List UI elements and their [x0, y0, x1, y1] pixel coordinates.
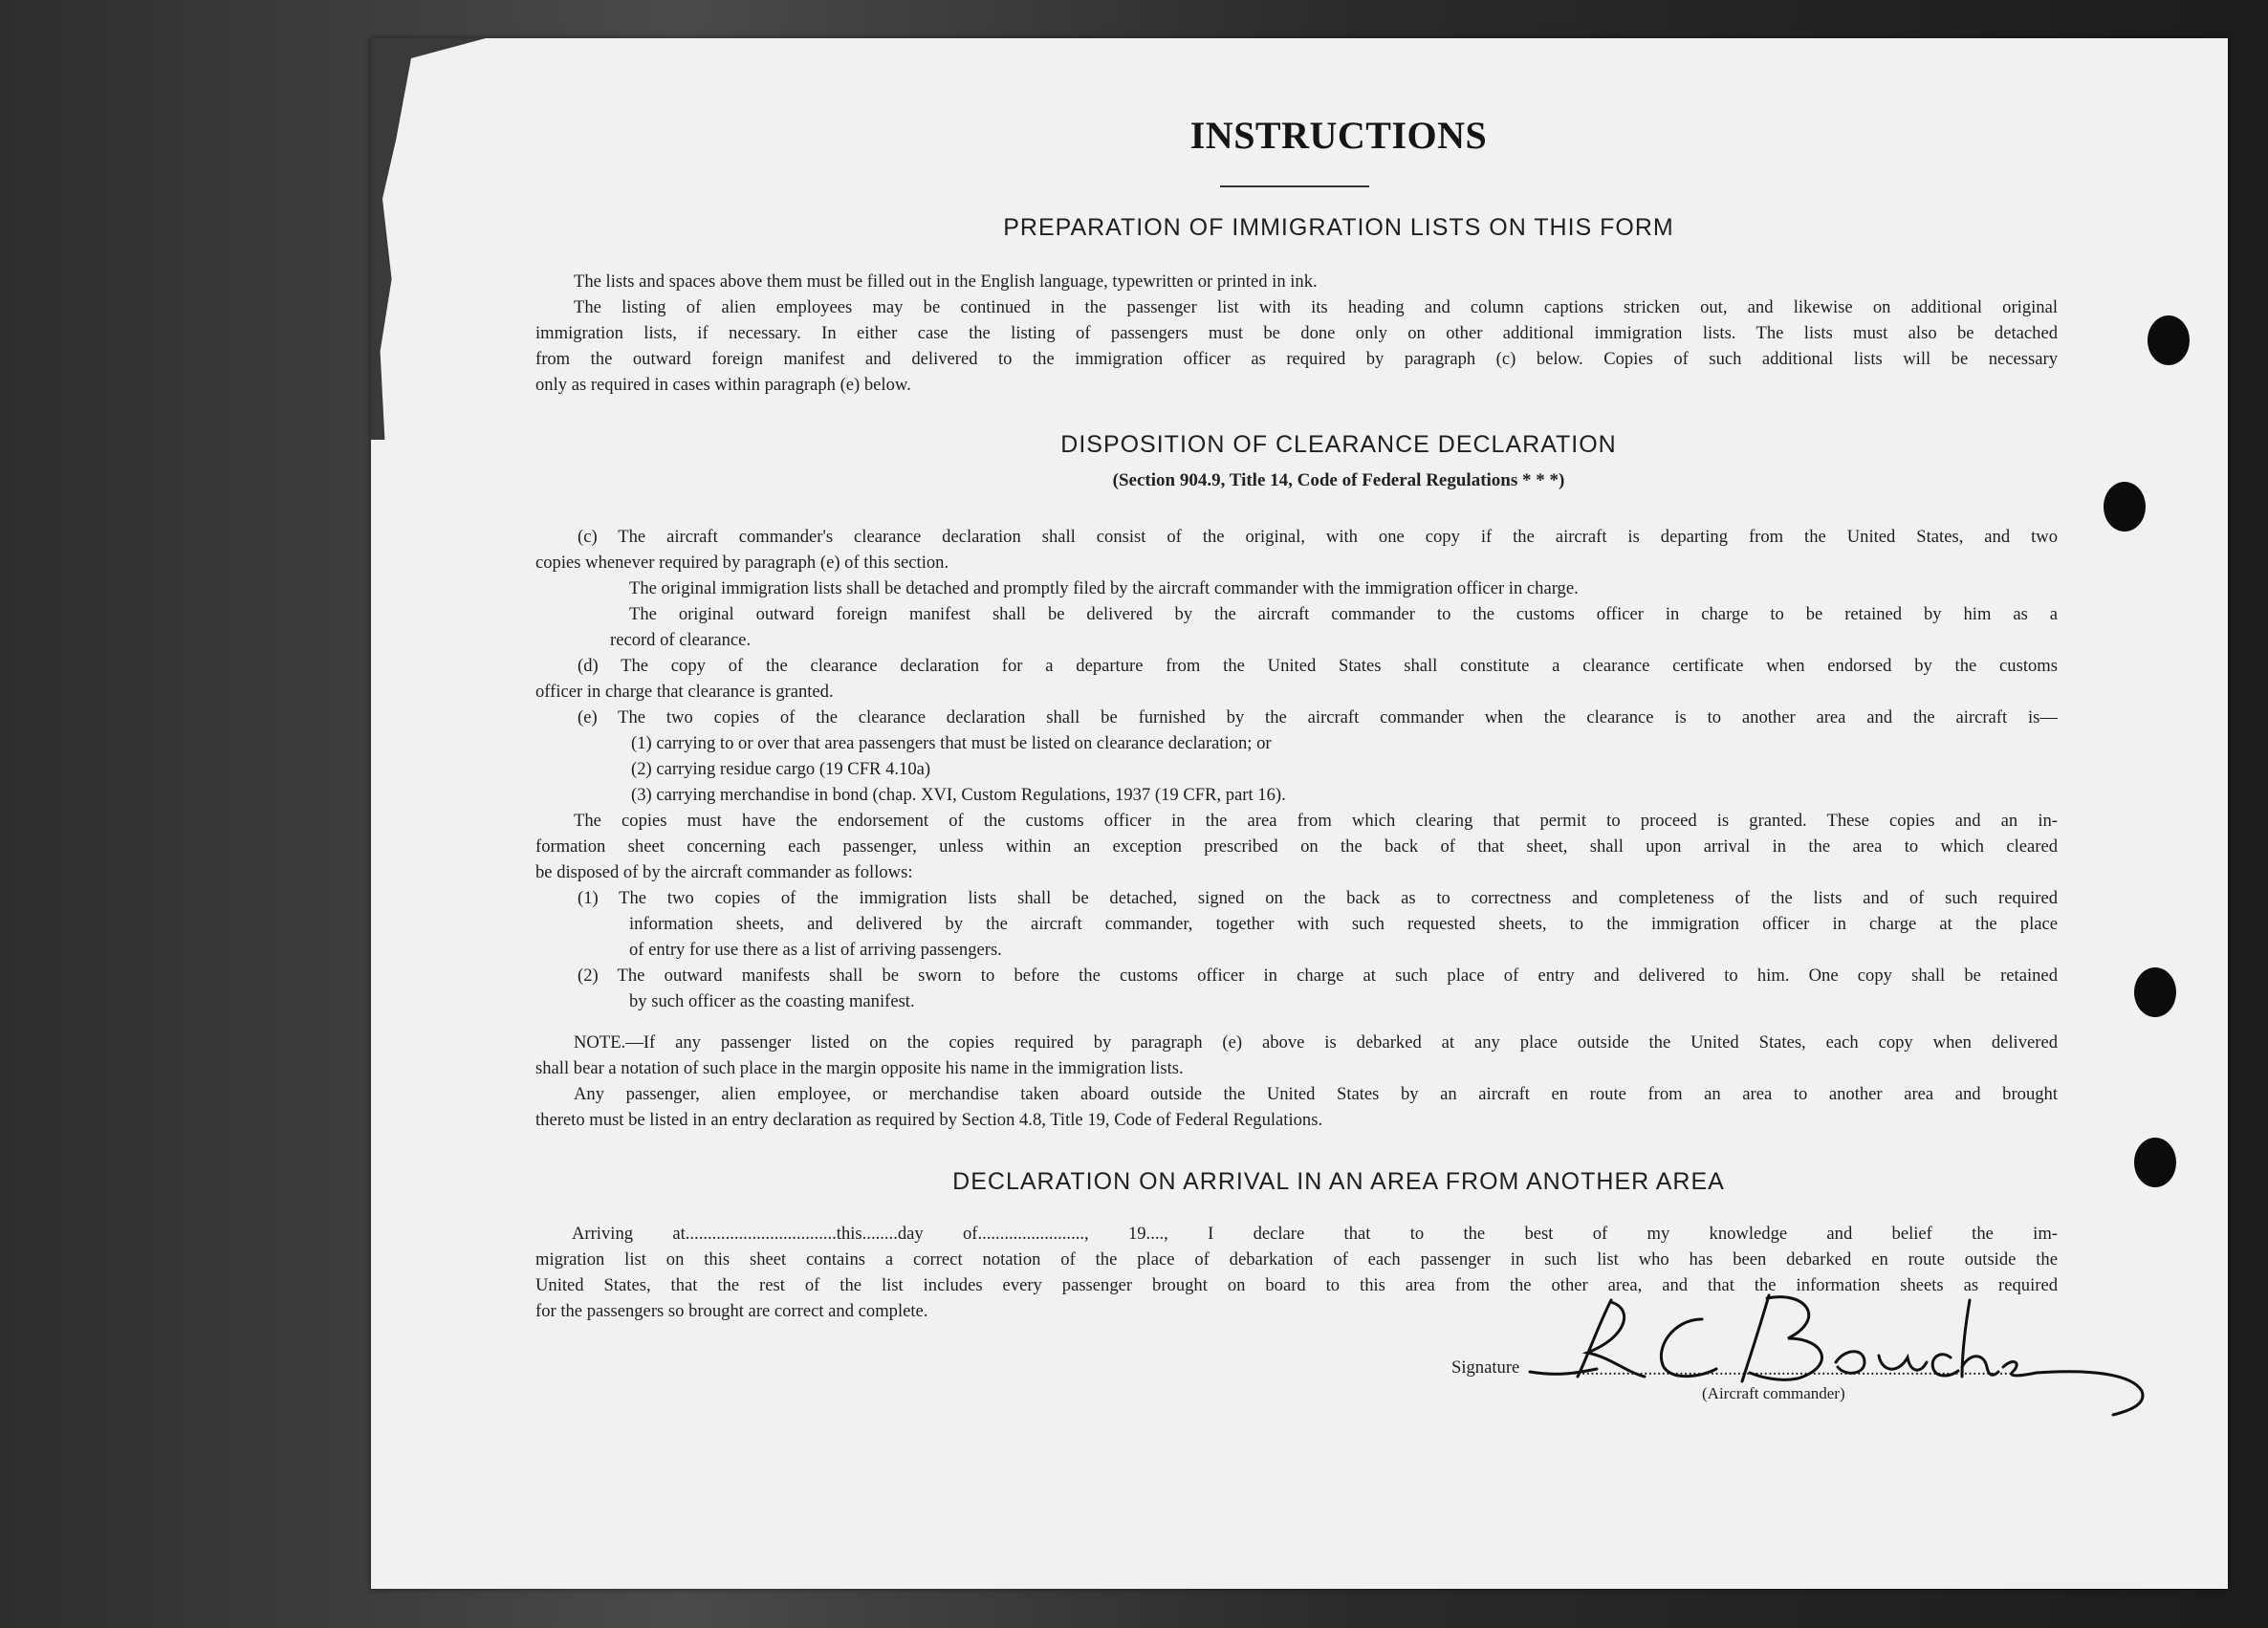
- text-line: (1) carrying to or over that area passengers that must be listed on clearance declaration; or: [631, 733, 1272, 753]
- text-line: The original immigration lists shall be detached and promptly filed by the aircraft commander with the immigration officer in charge.: [629, 578, 1579, 598]
- text-line: (c) The aircraft commander's clearance declaration shall consist of the original, with one copy if the aircraft is departing from the United States, and two: [578, 527, 2058, 547]
- punch-hole: [2134, 967, 2176, 1017]
- signature-line: ..........................................................................................................: [1541, 1359, 2013, 1379]
- text-line: of entry for use there as a list of arriving passengers.: [629, 940, 1002, 960]
- text-line: (3) carrying merchandise in bond (chap. XVI, Custom Regulations, 1937 (19 CFR, part 16).: [631, 785, 1286, 805]
- text-line: NOTE.—If any passenger listed on the copies required by paragraph (e) above is debarked at any place outside the United States, each copy when delivered: [574, 1032, 2058, 1053]
- text-line: from the outward foreign manifest and delivered to the immigration officer as required by paragraph (c) below. Copies of such additional lists will be necessary: [535, 349, 2058, 369]
- section-citation: (Section 904.9, Title 14, Code of Federal Regulations * * *): [1112, 470, 1565, 490]
- text-line: The lists and spaces above them must be filled out in the English language, typewritten or printed in ink.: [574, 271, 1318, 292]
- text-line: formation sheet concerning each passenger, unless within an exception prescribed on the back of that sheet, shall upon arrival in the area to which cleared: [535, 836, 2058, 857]
- title-divider: [1220, 185, 1369, 187]
- text-line: only as required in cases within paragraph (e) below.: [535, 375, 911, 395]
- page-title: INSTRUCTIONS: [1189, 114, 1488, 157]
- section-heading-declaration: DECLARATION ON ARRIVAL IN AN AREA FROM ANOTHER AREA: [952, 1168, 1725, 1195]
- text-line: The copies must have the endorsement of the customs officer in the area from which clearing that permit to proceed is granted. These copies and an in-: [574, 811, 2058, 831]
- text-line: Any passenger, alien employee, or merchandise taken aboard outside the United States by an aircraft en route from an area to another area and brought: [574, 1084, 2058, 1104]
- signature-label: Signature: [1451, 1357, 1520, 1378]
- text-line: (d) The copy of the clearance declaration for a departure from the United States shall constitute a clearance certificate when endorsed by the customs: [578, 656, 2058, 676]
- text-line: thereto must be listed in an entry declaration as required by Section 4.8, Title 19, Code of Federal Regulations.: [535, 1110, 1323, 1130]
- punch-hole: [2104, 482, 2146, 532]
- signature-caption: (Aircraft commander): [1702, 1384, 1845, 1402]
- text-line: (1) The two copies of the immigration lists shall be detached, signed on the back as to correctness and completeness of the lists and of such required: [578, 888, 2058, 908]
- text-line: officer in charge that clearance is granted.: [535, 682, 834, 702]
- text-line: (2) carrying residue cargo (19 CFR 4.10a): [631, 759, 931, 779]
- text-line: migration list on this sheet contains a correct notation of the place of debarkation of each passenger in such list who has been debarked en route outside the: [535, 1249, 2058, 1270]
- text-line: immigration lists, if necessary. In either case the listing of passengers must be done only on other additional immigration lists. The lists must also be detached: [535, 323, 2058, 343]
- text-line: for the passengers so brought are correct and complete.: [535, 1301, 928, 1321]
- handwritten-signature: [1520, 1281, 2151, 1424]
- text-line: be disposed of by the aircraft commander as follows:: [535, 862, 913, 882]
- text-line: record of clearance.: [610, 630, 752, 650]
- section-heading-disposition: DISPOSITION OF CLEARANCE DECLARATION: [1060, 431, 1617, 458]
- text-line: The listing of alien employees may be continued in the passenger list with its heading and column captions stricken out, and likewise on additional original: [574, 297, 2058, 317]
- text-line: copies whenever required by paragraph (e) of this section.: [535, 553, 949, 573]
- punch-hole: [2134, 1138, 2176, 1187]
- section-heading-preparation: PREPARATION OF IMMIGRATION LISTS ON THIS FORM: [1003, 214, 1674, 241]
- text-line: (e) The two copies of the clearance declaration shall be furnished by the aircraft commander when the clearance is to another area and the aircraft is—: [578, 707, 2058, 727]
- text-line: The original outward foreign manifest shall be delivered by the aircraft commander to the customs officer in charge to be retained by him as a: [629, 604, 2058, 624]
- text-line: United States, that the rest of the list includes every passenger brought on board to this area from the other area, and that the information sheets as required: [535, 1275, 2058, 1295]
- punch-hole: [2148, 315, 2190, 365]
- text-line: (2) The outward manifests shall be sworn to before the customs officer in charge at such place of entry and delivered to him. One copy shall be retained: [578, 966, 2058, 986]
- text-line: shall bear a notation of such place in the margin opposite his name in the immigration lists.: [535, 1058, 1184, 1078]
- text-line: information sheets, and delivered by the aircraft commander, together with such requested sheets, to the immigration officer in charge at the place: [629, 914, 2058, 934]
- text-line: Arriving at..................................this........day of........................, 19...., I declare that to the best of my knowledge and belief the im-: [572, 1224, 2058, 1244]
- text-line: by such officer as the coasting manifest.: [629, 991, 915, 1011]
